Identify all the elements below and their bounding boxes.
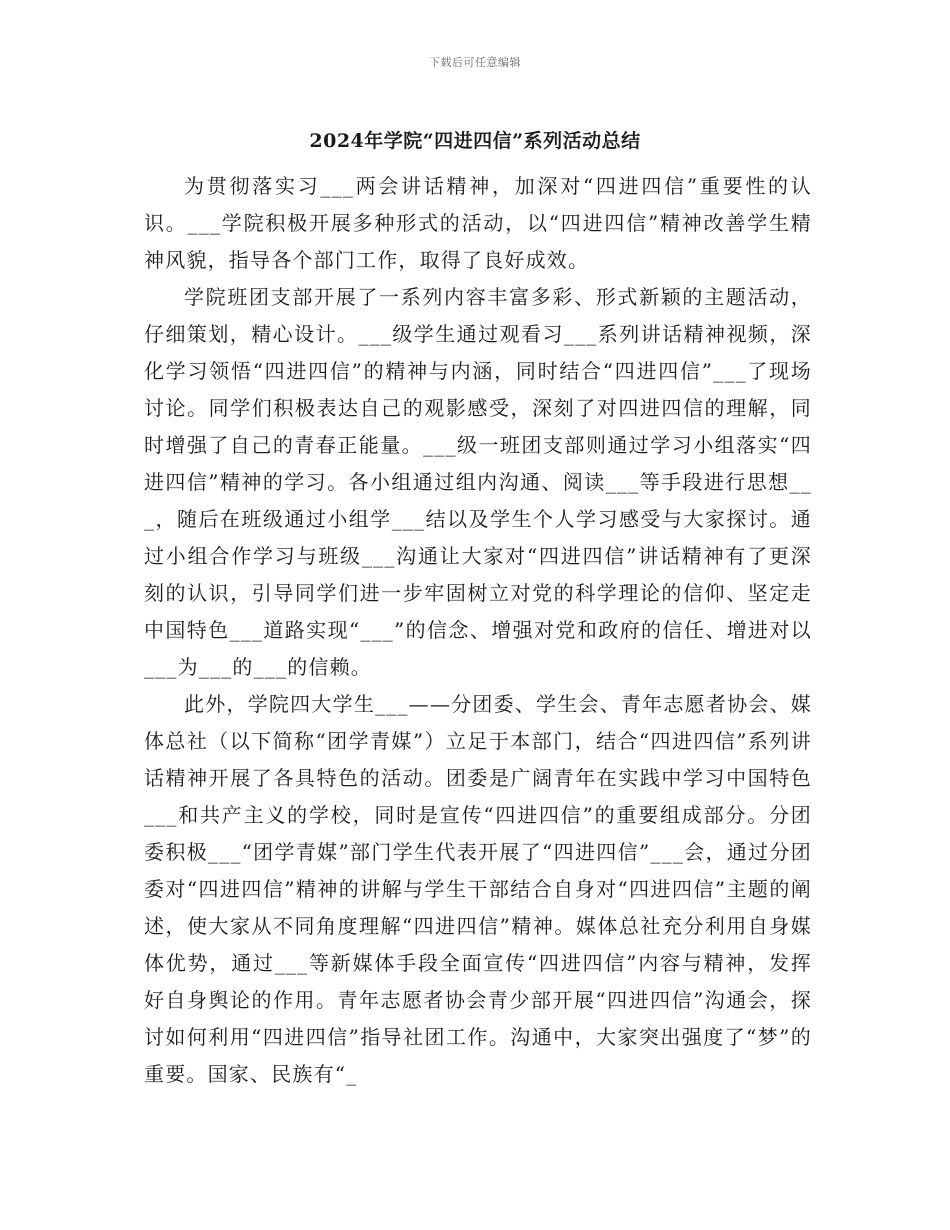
- header-note: 下载后可任意编辑: [429, 56, 521, 69]
- document-body: [144, 168, 812, 1093]
- paragraph-2: 学院班团支部开展了一系列内容丰富多彩、形式新颖的主题活动，仔细策划，精心设计。___级学生通过观看习___系列讲话精神视频，深化学习领悟“四进四信”的精神与内涵，同时结合“四进四信”___了现场讨论。同学们积极表达自己的观影感受，深刻了对四进四信的理解，同时增强了自己的青春正能量。___级一班团支部则通过学习小组落实“四进四信”精神的学习。各小组通过组内沟通、阅读___等手段进行思想___，随后在班级通过小组学___结以及学生个人学习感受与大家探讨。通过小组合作学习与班级___沟通让大家对“四进四信”讲话精神有了更深刻的认识，引导同学们进一步牢固树立对党的科学理论的信仰、坚定走中国特色___道路实现“___”的信念、增强对党和政府的信任、增进对以___为___的___的信赖。: [144, 285, 812, 679]
- paragraph-1: 为贯彻落实习___两会讲话精神，加深对“四进四信”重要性的认识。___学院积极开展多种形式的活动，以“四进四信”精神改善学生精神风貌，指导各个部门工作，取得了良好成效。: [144, 174, 812, 272]
- paragraph-3: 此外，学院四大学生___——分团委、学生会、青年志愿者协会、媒体总社（以下简称“团学青媒”）立足于本部门，结合“四进四信”系列讲话精神开展了各具特色的活动。团委是广阔青年在实践中学习中国特色___和共产主义的学校，同时是宣传“四进四信”的重要组成部分。分团委积极___“团学青媒”部门学生代表开展了“四进四信”___会，通过分团委对“四进四信”精神的讲解与学生干部结合自身对“四进四信”主题的阐述，使大家从不同角度理解“四进四信”精神。媒体总社充分利用自身媒体优势，通过___等新媒体手段全面宣传“四进四信”内容与精神，发挥好自身舆论的作用。青年志愿者协会青少部开展“四进四信”沟通会，探讨如何利用“四进四信”指导社团工作。沟通中，大家突出强度了“梦”的重要。国家、民族有“_: [144, 692, 812, 1086]
- document-title: 2024年学院“四进四信”系列活动总结: [309, 130, 641, 152]
